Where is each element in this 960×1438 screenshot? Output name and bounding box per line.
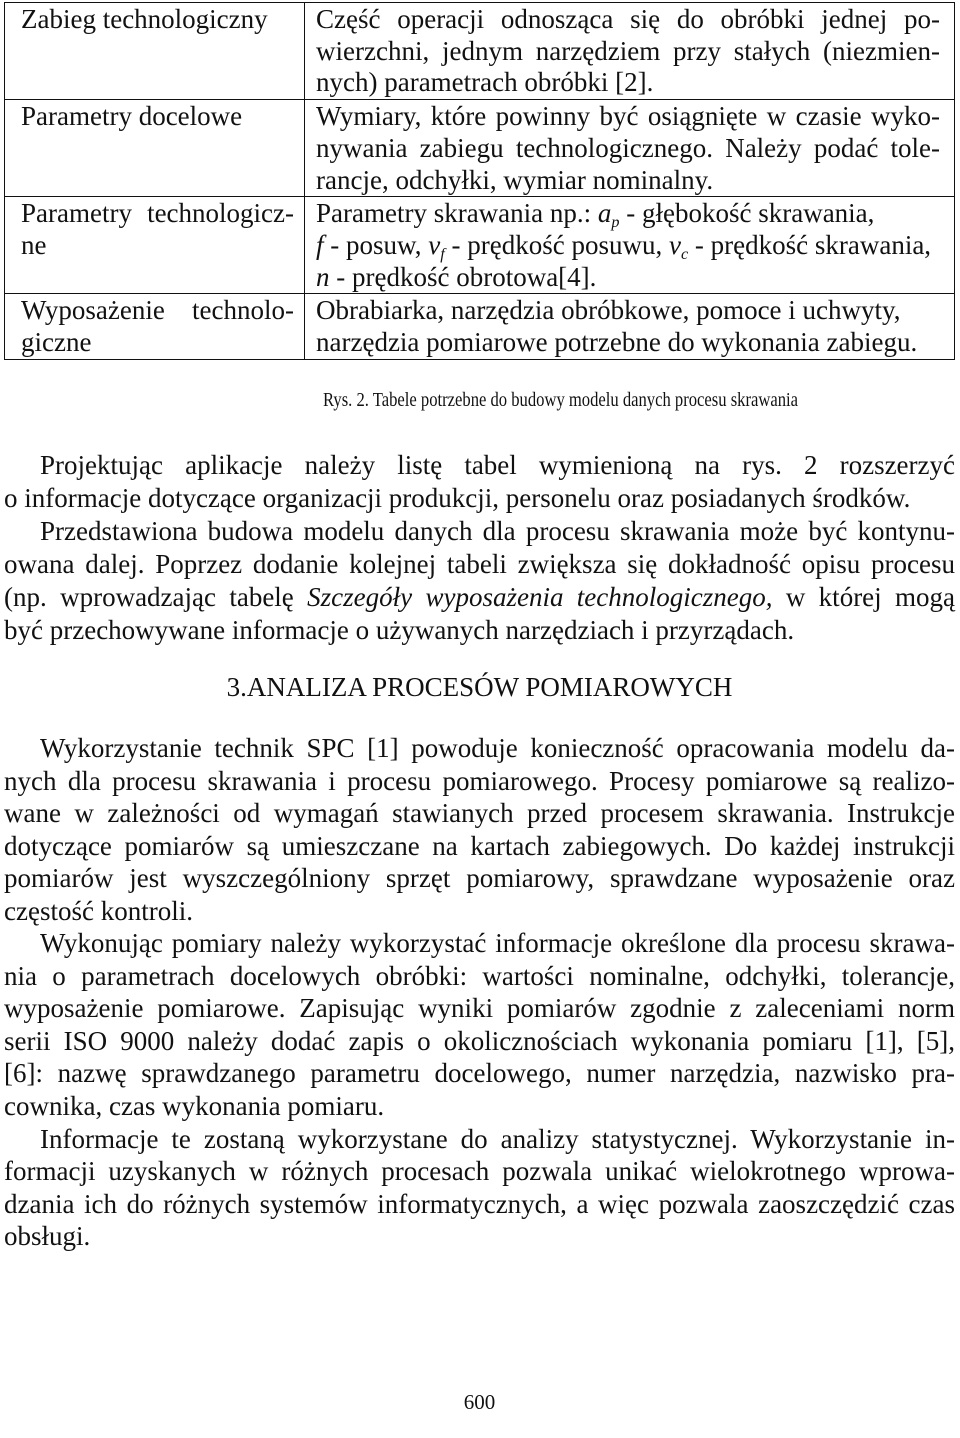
text-line: pomiarów jest wyszczególniony sprzęt pomiarowy, sprawdzane wyposażenie oraz (4, 863, 955, 894)
text-segment: (np. wprowadzając tabelę (4, 582, 308, 612)
text-line: owana dalej. Poprzez dodanie kolejnej tabeli zwiększa się dokładność opisu procesu (4, 549, 955, 579)
italic-variable: f (316, 229, 324, 260)
table-term-cell (5, 294, 305, 358)
text-line: być przechowywane informacje o używanych narzędziach i przyrządach. (4, 615, 795, 645)
definitions-table (4, 2, 955, 360)
text-segment: - prędkość skrawania, (688, 229, 932, 260)
text-line: serii ISO 9000 należy dodać zapis o okolicznościach wykonania pomiaru [1], [5], (4, 1025, 955, 1056)
text-line: obsługi. (4, 1221, 91, 1252)
table-term-cell (5, 197, 305, 293)
text-line: częstość kontroli. (4, 895, 193, 926)
text-line: Informacje te zostaną wykorzystane do analizy statystycznej. Wykorzystanie in- (40, 1123, 955, 1154)
table-row (5, 293, 954, 358)
text-line (4, 581, 955, 614)
desc-line (316, 198, 940, 230)
text-segment: - posuw, (323, 229, 429, 260)
text-segment: Parametry skrawania np.: (316, 198, 598, 229)
term-line: Zabieg technologiczny (21, 4, 268, 34)
desc-line (316, 262, 940, 294)
text-line: o informacje dotyczące organizacji produkcji, personelu oraz posiadanych środków. (4, 483, 911, 513)
body-text-block (4, 449, 955, 647)
text-line: wyposażenie pomiarowe. Zapisując wyniki pomiarów zgodnie z zaleceniami norm (4, 993, 955, 1024)
text-line: dotyczące pomiarów są umieszczane na kartach zabiegowych. Do każdej instrukcji (4, 830, 955, 861)
term-line: ne (21, 229, 47, 260)
table-desc-cell (305, 100, 954, 196)
table-desc-cell (305, 197, 954, 293)
text-line: nia o parametrach docelowych obróbki: wartości nominalne, odchyłki, tolerancje, (4, 960, 955, 991)
text-segment: - prędkość obrotowa[4]. (329, 261, 597, 292)
italic-variable: v (428, 229, 441, 260)
text-line: formacji uzyskanych w różnych procesach pozwala unikać wielokrotnego wprowa- (4, 1156, 955, 1187)
text-line: Wykonując pomiary należy wykorzystać informacje określone dla procesu skrawa- (40, 928, 955, 959)
desc-line: Obrabiarka, narzędzia obróbkowe, pomoce i uchwyty, (316, 295, 901, 326)
table-desc-cell (305, 3, 954, 99)
term-line: Parametry docelowe (21, 101, 243, 132)
italic-variable: v (668, 229, 681, 260)
table-desc-cell (305, 294, 954, 358)
text-segment: - prędkość posuwu, (444, 229, 669, 260)
body-text-block (4, 732, 955, 1253)
desc-line: nywania zabiegu technologicznego. Należy podać tole- (316, 132, 940, 163)
italic-variable: a (597, 198, 612, 229)
desc-line: Wymiary, które powinny być osiągnięte w czasie wyko- (316, 101, 940, 132)
page-number: 600 (463, 1390, 496, 1414)
text-line: Przedstawiona budowa modelu danych dla procesu skrawania może być kontynu- (40, 516, 955, 546)
table-term-cell (5, 100, 305, 196)
desc-line: rancje, odchyłki, wymiar nominalny. (316, 164, 714, 195)
subscript: f (440, 244, 445, 263)
italic-variable: n (316, 261, 330, 292)
figure-caption: Rys. 2. Tabele potrzebne do budowy modelu danych procesu skrawania (323, 389, 798, 411)
paragraph (4, 927, 955, 1122)
text-line: cownika, czas wykonania pomiaru. (4, 1091, 385, 1122)
text-segment: w której mogą (772, 582, 955, 612)
text-line: Projektując aplikacje należy listę tabel wymienioną na rys. 2 rozszerzyć (40, 450, 955, 480)
desc-line: wierzchni, jednym narzędziem przy stałych (niezmien- (316, 35, 940, 66)
desc-line: narzędzia pomiarowe potrzebne do wykonania zabiegu. (316, 327, 918, 358)
table-term-cell (5, 3, 305, 99)
section-heading: 3.ANALIZA PROCESÓW POMIAROWYCH (226, 672, 733, 702)
table-row (5, 196, 954, 293)
table-row (5, 99, 954, 196)
subscript: p (611, 213, 620, 232)
paragraph (4, 732, 955, 927)
desc-line (316, 230, 940, 262)
text-line: Wykorzystanie technik SPC [1] powoduje konieczność opracowania modelu da- (40, 733, 955, 763)
table-row (5, 3, 954, 99)
term-line: giczne (21, 327, 92, 358)
text-line: nych dla procesu skrawania i procesu pomiarowego. Procesy pomiarowe są realizo- (4, 765, 955, 796)
paragraph (4, 515, 955, 647)
desc-line: nych) parametrach obróbki [2]. (316, 67, 654, 98)
paragraph (4, 1123, 955, 1253)
text-line: [6]: nazwę sprawdzanego parametru docelowego, numer narzędzia, nazwisko pra- (4, 1058, 955, 1089)
text-line: wane w zależności od wymagań stawianych przed procesem skrawania. Instrukcje (4, 798, 955, 829)
term-line: Parametry technologicz- (21, 198, 294, 229)
text-line: dzania ich do różnych systemów informatycznych, a więc pozwala zaoszczędzić czas (4, 1188, 955, 1219)
term-line: Wyposażenie technolo- (21, 295, 294, 326)
desc-line: Część operacji odnosząca się do obróbki jednej po- (316, 4, 940, 34)
italic-table-name: Szczegóły wyposażenia technologicznego, (307, 582, 773, 612)
paragraph (4, 449, 955, 515)
subscript: c (680, 244, 689, 263)
text-segment: - głębokość skrawania, (619, 198, 875, 229)
